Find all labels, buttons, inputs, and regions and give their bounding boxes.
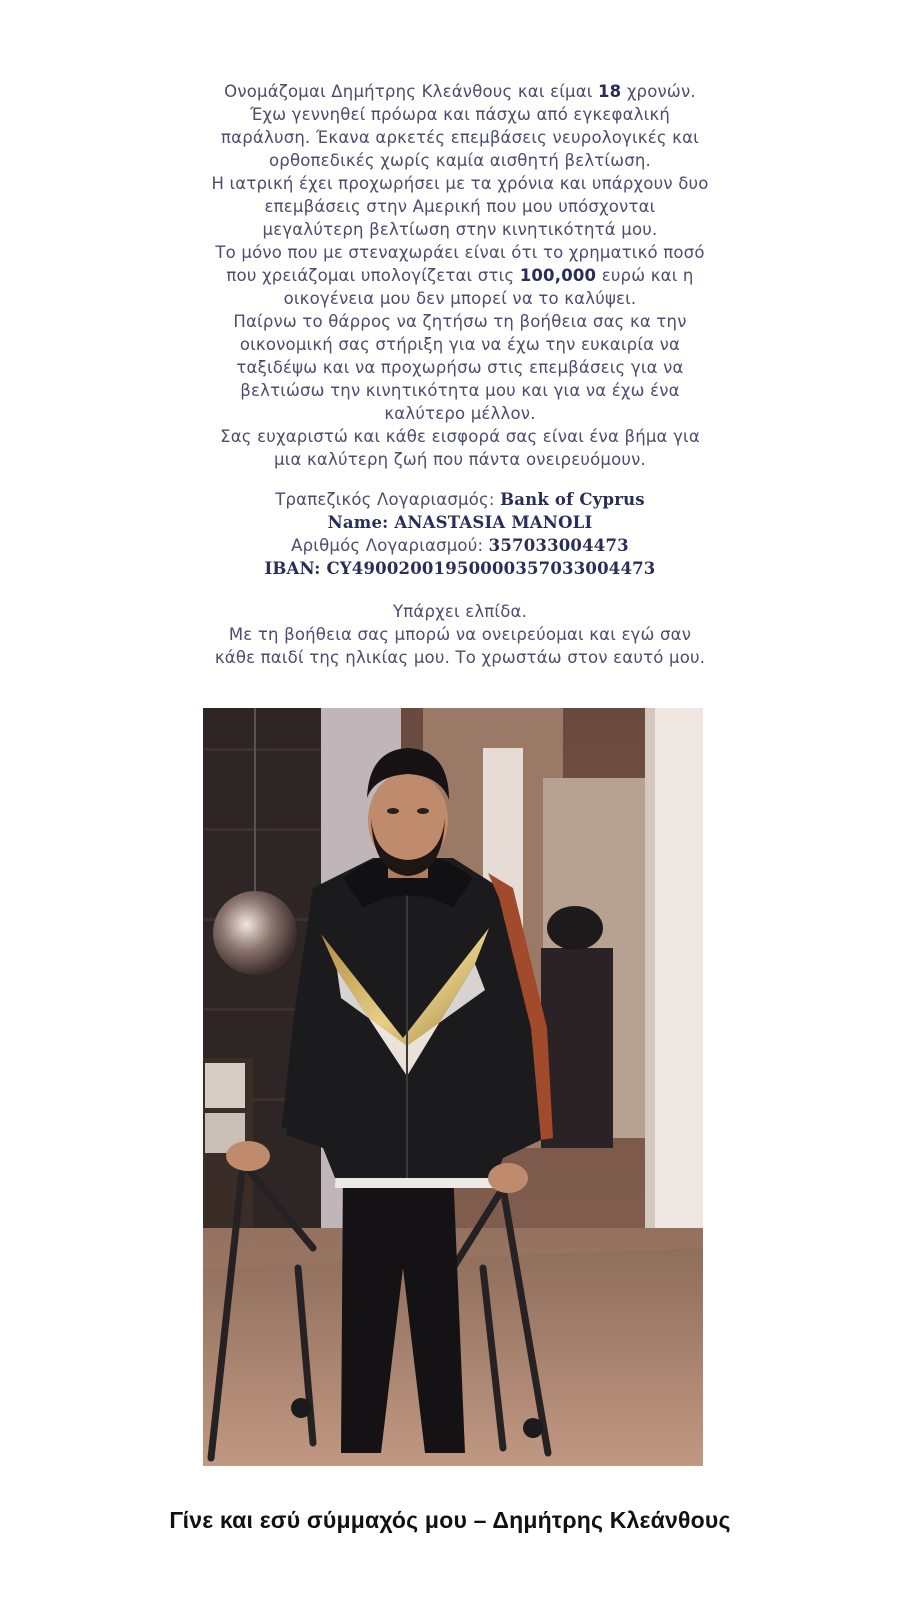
story-line: Η ιατρική έχει προχωρήσει με τα χρόνια και υπάρχουν δυο xyxy=(211,174,709,193)
story-line: Σας ευχαριστώ και κάθε εισφορά σας είναι ένα βήμα για xyxy=(220,427,700,446)
bank-name: Bank of Cyprus xyxy=(500,490,645,509)
portrait-photo xyxy=(203,708,703,1466)
age-value: 18 xyxy=(598,82,622,101)
iban: IBAN: CY49002001950000357033004473 xyxy=(264,559,656,578)
appeal-story xyxy=(100,80,820,471)
account-holder: Name: ANASTASIA MANOLI xyxy=(327,513,593,532)
story-line: Έχω γεννηθεί πρόωρα και πάσχω από εγκεφαλική xyxy=(249,105,671,124)
closing-line: Υπάρχει ελπίδα. xyxy=(392,602,528,621)
bank-label: Τραπεζικός Λογαριασμός: xyxy=(275,490,501,509)
bank-line xyxy=(100,488,820,511)
portrait-illustration xyxy=(203,708,703,1466)
story-line: μια καλύτερη ζωή που πάντα ονειρευόμουν. xyxy=(274,450,646,469)
story-text: που χρειάζομαι υπολογίζεται στις xyxy=(226,266,520,285)
story-line: παράλυση. Έκανα αρκετές επεμβάσεις νευρολογικές και xyxy=(221,128,699,147)
closing-message xyxy=(100,600,820,669)
story-text: ευρώ και η xyxy=(596,266,694,285)
closing-line: Με τη βοήθεια σας μπορώ να ονειρεύομαι και εγώ σαν xyxy=(228,625,692,644)
amount-value: 100,000 xyxy=(519,266,597,285)
story-text: χρονών. xyxy=(621,82,696,101)
story-line: οικογένεια μου δεν μπορεί να το καλύψει. xyxy=(283,289,637,308)
story-line: καλύτερο μέλλον. xyxy=(384,404,536,423)
bank-details xyxy=(100,488,820,580)
story-line xyxy=(100,80,820,103)
story-line xyxy=(100,264,820,287)
story-line: μεγαλύτερη βελτίωση στην κινητικότητά μου. xyxy=(262,220,658,239)
story-line: επεμβάσεις στην Αμερική που μου υπόσχονται xyxy=(264,197,656,216)
closing-line: κάθε παιδί της ηλικίας μου. Το χρωστάω στον εαυτό μου. xyxy=(214,648,706,667)
story-line: βελτιώσω την κινητικότητα μου και για να έχω ένα xyxy=(240,381,680,400)
account-number-line xyxy=(100,534,820,557)
footer-title: Γίνε και εσύ σύμμαχός μου – Δημήτρης Κλεάνθους xyxy=(169,1507,731,1533)
story-line: Το μόνο που με στεναχωράει είναι ότι το χρηματικό ποσό xyxy=(215,243,705,262)
story-text: Ονομάζομαι Δημήτρης Κλεάνθους και είμαι xyxy=(224,82,598,101)
story-line: Παίρνω το θάρρος να ζητήσω τη βοήθεια σας κα την xyxy=(233,312,687,331)
account-number: 357033004473 xyxy=(488,536,629,555)
account-number-label: Αριθμός Λογαριασμού: xyxy=(291,536,489,555)
story-line: ορθοπεδικές χωρίς καμία αισθητή βελτίωση. xyxy=(268,151,651,170)
story-line: οικονομική σας στήριξη για να έχω την ευκαιρία να xyxy=(239,335,681,354)
story-line: ταξιδέψω και να προχωρήσω στις επεμβάσεις για να xyxy=(236,358,684,377)
